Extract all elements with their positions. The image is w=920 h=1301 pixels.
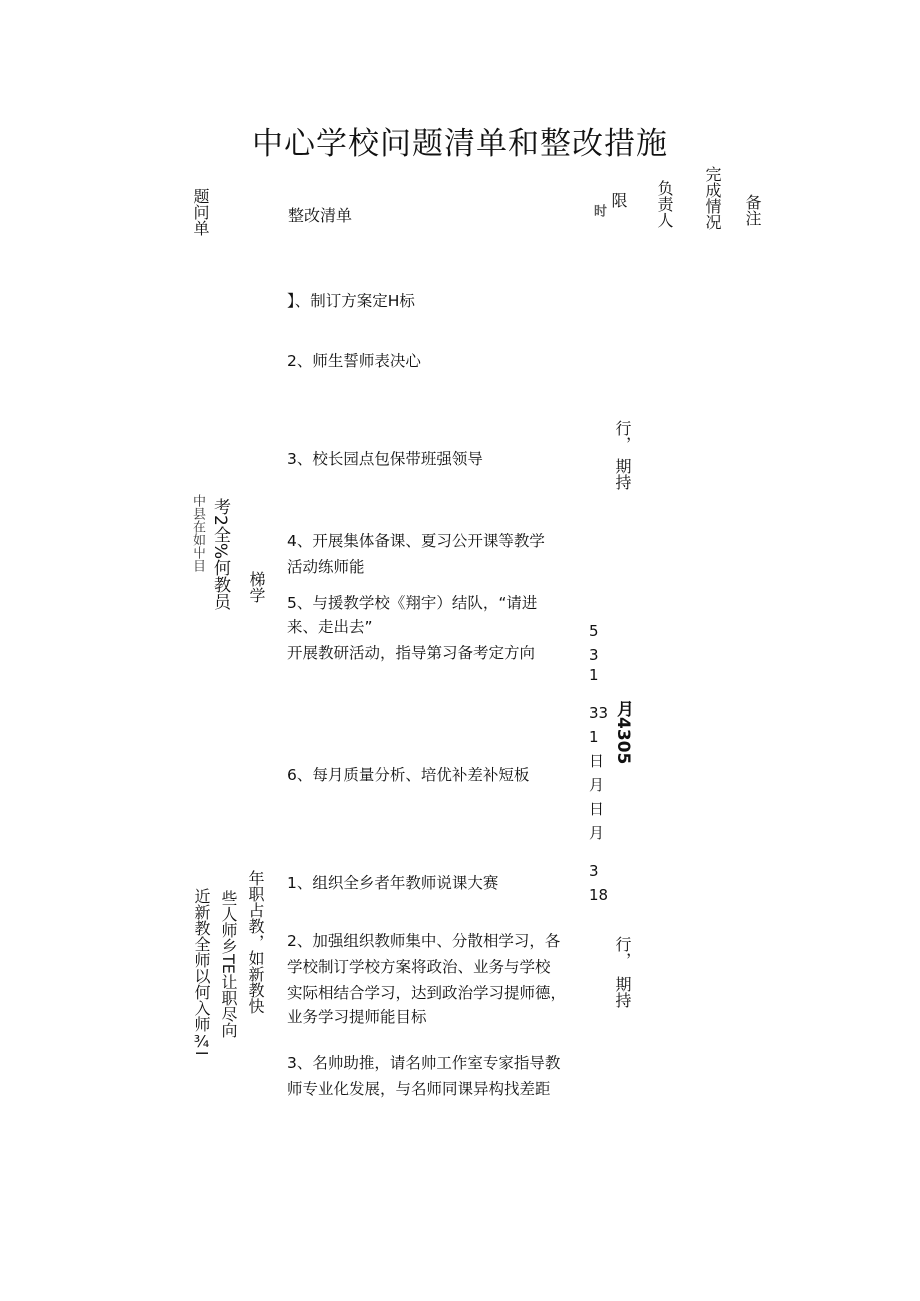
section2-item-2b: 学校制订学校方案将政治、业务与学校 [287,958,551,976]
deadline-d8: 日 [589,800,605,818]
section1-item-5c: 开展教研活动，指导第习备考定方向 [287,644,536,662]
section2-item-3b: 师专业化发展，与名师同课异构找差距 [287,1080,551,1098]
header-problem: 题问单 [191,188,210,236]
section1-item-3: 3、校长园点包保带班强领导 [287,450,483,468]
section1-item-5: 5、与援教学校《翔宇）结队，“请进 [287,594,538,612]
section2-owner-mark-a: 行， [613,936,632,968]
header-rectify: 整改清单 [288,206,353,225]
deadline-vertical-big: 月4305 [613,700,633,765]
deadline-d2: 3 [589,646,599,664]
section1-label-c: 梯学 [247,571,266,603]
section2-item-2c: 实际相结合学习，达到政治学习提师德， [287,984,567,1002]
section2-item-2: 2、加强组织教师集中、分散相学习，各 [287,932,561,950]
page-title: 中心学校问题清单和整改措施 [252,126,668,162]
section1-label-a: 考2全%何教员 [210,498,230,610]
deadline-d1: 5 [589,622,599,640]
section1-item-2: 2、师生誓师表决心 [287,352,421,370]
section1-owner-mark-a: 行， [613,420,632,452]
header-note: 备注 [743,194,762,226]
section1-item-4: 4、开展集体备课、夏习公开课等教学 [287,532,545,550]
section2-item-2d: 业务学习提师能目标 [287,1008,427,1026]
header-deadline-glyph: 时 [591,204,606,217]
section2-label-c: 近新教全师以何入师¾l [192,888,211,1056]
header-deadline: 限 [609,192,628,208]
deadline-d10: 3 [589,862,599,880]
header-owner: 负责人 [655,180,674,228]
deadline-d7: 月 [589,776,605,794]
section2-label-a: 年职占教，如新教快 [246,870,265,1014]
deadline-d3: 1 [589,666,599,684]
section1-item-4b: 活动练师能 [287,558,365,576]
header-status: 完成情况 [703,166,722,230]
section1-item-5b: 来、走出去” [287,618,373,636]
section1-item-6: 6、每月质量分析、培优补差补短板 [287,766,530,784]
section2-item-1: 1、组织全乡者年教师说课大赛 [287,874,499,892]
deadline-d6: 日 [589,752,605,770]
section1-owner-mark-b: 期持 [613,458,632,490]
section1-item-1: 】、制订方案定H标 [287,292,415,310]
deadline-d11: 18 [589,886,609,904]
deadline-d5: 1 [589,728,599,746]
section2-owner-mark-b: 期持 [613,976,632,1008]
section2-label-b: 些人师乡TE让职尽向 [219,890,238,1038]
deadline-d4: 33 [589,704,609,722]
section1-label-b: 中县在如屮目 [190,494,205,572]
deadline-d9: 月 [589,824,605,842]
section2-item-3: 3、名帅助推，请名帅工作室专家指导教 [287,1054,561,1072]
